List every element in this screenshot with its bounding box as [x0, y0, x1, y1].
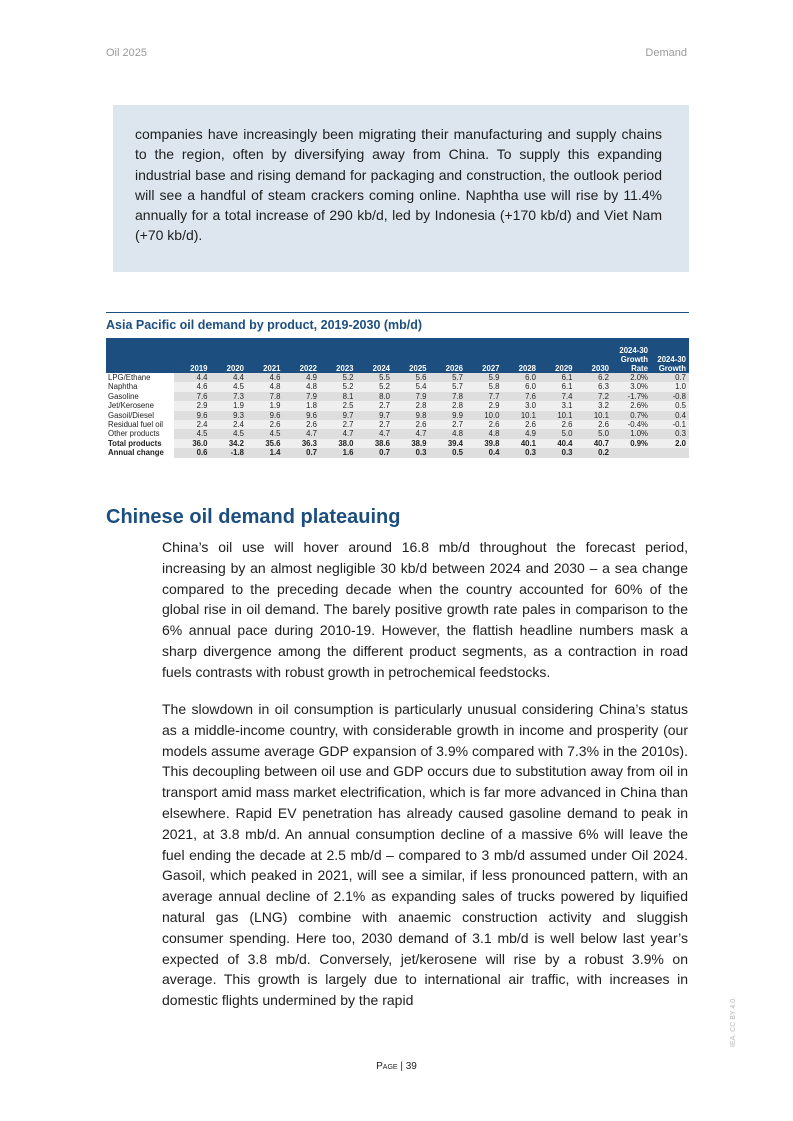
table-cell: 7.9 [393, 392, 430, 401]
table-cell: 0.3 [503, 448, 540, 457]
table-title: Asia Pacific oil demand by product, 2019-2030 (mb/d) [106, 318, 423, 332]
table-cell: 2.7 [320, 420, 357, 429]
column-header-2020: 2020 [211, 338, 248, 373]
table-cell: 7.8 [247, 392, 284, 401]
column-header-2026: 2026 [430, 338, 467, 373]
table-cell: 8.1 [320, 392, 357, 401]
column-header-growth: 2024-30 Growth [651, 338, 689, 373]
table-cell: 6.1 [539, 382, 576, 391]
table-cell: 0.4 [466, 448, 503, 457]
table-cell: 5.0 [539, 429, 576, 438]
table-cell: 0.3 [393, 448, 430, 457]
growth-cell: -0.8 [651, 392, 689, 401]
table-cell: 10.1 [503, 411, 540, 420]
column-header-growth-rate: 2024-30 Growth Rate [612, 338, 651, 373]
table-cell: 34.2 [211, 439, 248, 448]
growth-cell: 0.3 [651, 429, 689, 438]
table-cell: 4.7 [357, 429, 394, 438]
header-report-title: Oil 2025 [106, 47, 147, 59]
table-cell: 9.6 [247, 411, 284, 420]
table-cell: 39.8 [466, 439, 503, 448]
table-cell: 9.9 [430, 411, 467, 420]
growth-cell: 0.7 [651, 373, 689, 382]
table-cell: 6.0 [503, 382, 540, 391]
table-cell: 2.4 [174, 420, 211, 429]
table-cell: 9.3 [211, 411, 248, 420]
table-cell: 2.8 [393, 401, 430, 410]
table-row [106, 373, 689, 382]
table-cell: 4.8 [247, 382, 284, 391]
row-label: Jet/Kerosene [106, 401, 174, 410]
header-chapter: Demand [645, 47, 687, 59]
table-cell: 35.6 [247, 439, 284, 448]
column-header-2028: 2028 [503, 338, 540, 373]
row-label: LPG/Ethane [106, 373, 174, 382]
demand-table [106, 338, 689, 458]
table-cell: 0.7 [357, 448, 394, 457]
growth-cell: 0.4 [651, 411, 689, 420]
table-cell: 7.4 [539, 392, 576, 401]
table-cell: 3.2 [576, 401, 613, 410]
table-row [106, 392, 689, 401]
table-cell: 2.9 [174, 401, 211, 410]
table-cell: 7.8 [430, 392, 467, 401]
table-cell: 40.1 [503, 439, 540, 448]
table-cell: 6.0 [503, 373, 540, 382]
table-cell: 4.8 [430, 429, 467, 438]
page-number: 39 [405, 1061, 417, 1072]
table-cell: 4.9 [503, 429, 540, 438]
table-cell: 1.9 [247, 401, 284, 410]
table-cell: 9.7 [357, 411, 394, 420]
table-cell: 5.4 [393, 382, 430, 391]
license-note: IEA. CC BY 4.0. [730, 996, 737, 1047]
table-cell: 36.3 [284, 439, 321, 448]
growth-cell: 0.5 [651, 401, 689, 410]
table-cell: 3.0 [503, 401, 540, 410]
table-cell: 7.3 [211, 392, 248, 401]
table-cell: 7.2 [576, 392, 613, 401]
header-corner [106, 338, 174, 373]
table-row [106, 439, 689, 448]
table-cell: 4.7 [320, 429, 357, 438]
table-cell: 4.7 [393, 429, 430, 438]
table-cell: 38.9 [393, 439, 430, 448]
table-cell: 0.6 [174, 448, 211, 457]
column-header-2019: 2019 [174, 338, 211, 373]
table-cell: 38.6 [357, 439, 394, 448]
table-cell: 5.8 [466, 382, 503, 391]
table-row [106, 382, 689, 391]
table-cell: 39.4 [430, 439, 467, 448]
table-cell: 5.9 [466, 373, 503, 382]
table-cell: 10.0 [466, 411, 503, 420]
growth-rate-cell: 3.0% [612, 382, 651, 391]
growth-rate-cell: 1.0% [612, 429, 651, 438]
table-cell: 4.5 [211, 382, 248, 391]
table-cell: 0.7 [284, 448, 321, 457]
table-cell: 8.0 [357, 392, 394, 401]
growth-rate-cell: 2.0% [612, 373, 651, 382]
table-cell: 6.2 [576, 373, 613, 382]
box-paragraph: companies have increasingly been migrating their manufacturing and supply chains to the region, often by diversifying away from China. To supply this expanding industrial base and rising demand for packaging and construction, the outlook period will see a handful of steam crackers coming online. Naphtha use will rise by 11.4% annually for a total increase of 290 kb/d, led by Indonesia (+170 kb/d) and Viet Nam (+70 kb/d). [135, 126, 662, 244]
growth-rate-cell: 0.9% [612, 439, 651, 448]
table-cell: 9.6 [174, 411, 211, 420]
table-cell: 10.1 [576, 411, 613, 420]
growth-rate-cell: 0.7% [612, 411, 651, 420]
table-row [106, 411, 689, 420]
table-cell: 5.0 [576, 429, 613, 438]
growth-rate-cell: -0.4% [612, 420, 651, 429]
table-cell: 6.1 [539, 373, 576, 382]
column-header-2023: 2023 [320, 338, 357, 373]
growth-rate-cell: 2.6% [612, 401, 651, 410]
table-cell: 9.7 [320, 411, 357, 420]
row-label: Naphtha [106, 382, 174, 391]
row-label: Gasoil/Diesel [106, 411, 174, 420]
table-header-row [106, 338, 689, 373]
table-cell: 4.9 [284, 373, 321, 382]
growth-cell: 2.0 [651, 439, 689, 448]
table-cell: 1.4 [247, 448, 284, 457]
table-cell: 7.7 [466, 392, 503, 401]
table-cell: 0.2 [576, 448, 613, 457]
table-cell: 6.3 [576, 382, 613, 391]
column-header-2024: 2024 [357, 338, 394, 373]
column-header-2027: 2027 [466, 338, 503, 373]
table-cell: 2.6 [466, 420, 503, 429]
table-cell: 2.6 [247, 420, 284, 429]
table-row [106, 429, 689, 438]
column-header-2029: 2029 [539, 338, 576, 373]
table-cell: 4.4 [174, 373, 211, 382]
table-cell: 36.0 [174, 439, 211, 448]
table-cell: 2.6 [503, 420, 540, 429]
row-label: Total products [106, 439, 174, 448]
table-cell: 2.7 [357, 401, 394, 410]
table-cell: 2.9 [466, 401, 503, 410]
table-cell: 5.2 [320, 373, 357, 382]
section-heading: Chinese oil demand plateauing [106, 506, 401, 528]
table-cell: 4.8 [466, 429, 503, 438]
paragraph-2 [162, 699, 688, 1011]
table-cell: 2.4 [211, 420, 248, 429]
table-top-rule [106, 312, 689, 313]
table-cell: 38.0 [320, 439, 357, 448]
table-cell: 1.9 [211, 401, 248, 410]
table-cell: 4.5 [211, 429, 248, 438]
table-cell: 5.6 [393, 373, 430, 382]
highlight-box [113, 105, 689, 272]
table-row [106, 448, 689, 457]
table-cell: 2.6 [539, 420, 576, 429]
table-cell: 1.6 [320, 448, 357, 457]
table-cell: 3.1 [539, 401, 576, 410]
column-header-2021: 2021 [247, 338, 284, 373]
column-header-2022: 2022 [284, 338, 321, 373]
table-cell: 2.5 [320, 401, 357, 410]
table-cell: 7.9 [284, 392, 321, 401]
paragraph-1 [162, 537, 688, 683]
table-cell: 9.6 [284, 411, 321, 420]
table-cell: 4.7 [284, 429, 321, 438]
table-cell: 2.6 [284, 420, 321, 429]
table-cell: 1.8 [284, 401, 321, 410]
paragraph-2-text: The slowdown in oil consumption is particularly unusual considering China’s status as a middle-income country, with considerable growth in income and prosperity (our models assume average GDP expansion of 3.9% compared with 7.3% in the 2010s). This decoupling between oil use and GDP occurs due to substitution away from oil in transport amid mass market electrification, which is far more advanced in China than elsewhere. Rapid EV penetration has already caused gasoline demand to peak in 2021, at 3.8 mb/d. An annual consumption decline of a massive 6% will leave the fuel ending the decade at 2.5 mb/d – compared to 3 mb/d assumed under Oil 2024. Gasoil, which peaked in 2021, will see a similar, if less pronounced pattern, with an average annual decline of 2.1% as expanding sales of trucks powered by liquified natural gas (LNG) combine with anaemic construction activity and sluggish consumer spending. Here too, 2030 demand of 3.1 mb/d is well below last year’s expected of 3.8 mb/d. Conversely, jet/kerosene will rise by a robust 3.9% on average. This growth is largely due to international air traffic, with increases in domestic flights undermined by the rapid [162, 701, 688, 1009]
table-cell: 2.6 [393, 420, 430, 429]
table-cell: 2.6 [576, 420, 613, 429]
page-label: Page [376, 1061, 398, 1072]
table-cell: 4.4 [211, 373, 248, 382]
table-cell: 4.6 [247, 373, 284, 382]
growth-rate-cell [612, 448, 651, 457]
paragraph-1-text: China’s oil use will hover around 16.8 mb/d throughout the forecast period, increasing by an almost negligible 30 kb/d between 2024 and 2030 – a sea change compared to the preceding decade when the country accounted for 60% of the global rise in oil demand. The barely positive growth rate pales in comparison to the 6% annual pace during 2010-19. However, the flattish headline numbers mask a sharp divergence among the different product segments, as a contraction in road fuels contrasts with robust growth in petrochemical feedstocks. [162, 539, 688, 680]
table-cell: 7.6 [503, 392, 540, 401]
table-cell: 9.8 [393, 411, 430, 420]
row-label: Annual change [106, 448, 174, 457]
table-cell: 10.1 [539, 411, 576, 420]
growth-cell: -0.1 [651, 420, 689, 429]
column-header-2030: 2030 [576, 338, 613, 373]
table-cell: -1.8 [211, 448, 248, 457]
table-cell: 0.3 [539, 448, 576, 457]
row-label: Other products [106, 429, 174, 438]
demand-table-block [106, 312, 689, 458]
table-cell: 2.7 [430, 420, 467, 429]
table-cell: 5.2 [320, 382, 357, 391]
table-cell: 5.7 [430, 373, 467, 382]
table-row [106, 401, 689, 410]
row-label: Residual fuel oil [106, 420, 174, 429]
table-cell: 4.8 [284, 382, 321, 391]
table-cell: 40.7 [576, 439, 613, 448]
table-cell: 40.4 [539, 439, 576, 448]
table-cell: 5.2 [357, 382, 394, 391]
column-header-2025: 2025 [393, 338, 430, 373]
table-cell: 7.6 [174, 392, 211, 401]
table-cell: 4.6 [174, 382, 211, 391]
growth-cell [651, 448, 689, 457]
table-row [106, 420, 689, 429]
table-cell: 5.7 [430, 382, 467, 391]
table-cell: 0.5 [430, 448, 467, 457]
table-body [106, 373, 689, 458]
table-cell: 5.5 [357, 373, 394, 382]
growth-cell: 1.0 [651, 382, 689, 391]
table-cell: 2.7 [357, 420, 394, 429]
table-cell: 4.5 [174, 429, 211, 438]
row-label: Gasoline [106, 392, 174, 401]
page-footer: Page | 39 [376, 1061, 417, 1072]
growth-rate-cell: -1.7% [612, 392, 651, 401]
table-cell: 4.5 [247, 429, 284, 438]
table-cell: 2.8 [430, 401, 467, 410]
